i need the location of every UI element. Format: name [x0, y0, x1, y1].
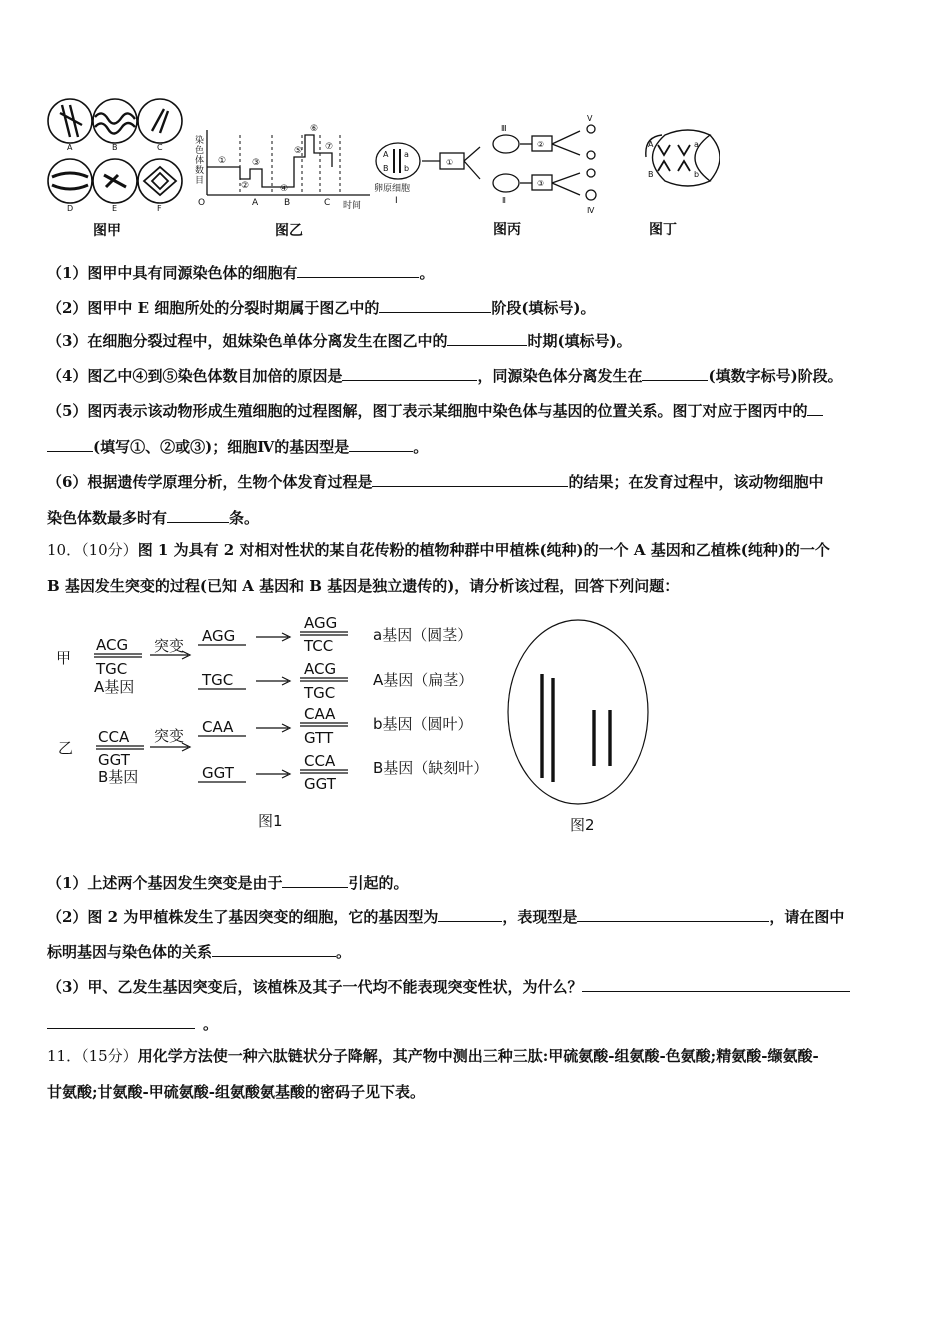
gene-label: A — [648, 140, 654, 149]
figure-yi — [207, 130, 370, 195]
question-text: 图 1 为具有 2 对相对性状的某自花传粉的植物种群中甲植株(纯种)的一个 A 基因和乙植株(纯种)的一个 — [137, 541, 830, 559]
question-text: （3）甲、乙发生基因突变后，该植株及其子一代均不能表现突变性状，为什么？ — [47, 978, 583, 996]
gene-seq: TCC — [304, 637, 334, 655]
cell-roman: Ⅲ — [501, 124, 507, 133]
gene-seq: GTT — [304, 729, 334, 747]
axis-label: 色 — [195, 146, 205, 156]
question-text: 条。 — [229, 509, 260, 527]
question-text: 时期(填标号)。 — [527, 332, 632, 350]
gene-name: B基因 — [98, 768, 139, 786]
answer-blank[interactable] — [47, 435, 93, 452]
x-axis-label: 时间 — [343, 201, 362, 211]
gene-label: B — [383, 164, 389, 173]
caption-yi: 图乙 — [275, 223, 303, 239]
question-text: 的结果；在发育过程中，该动物细胞中 — [568, 473, 824, 491]
q10-item-3 — [47, 975, 850, 997]
figure-caption: 图1 — [258, 812, 283, 830]
q9-item-5 — [47, 399, 823, 421]
question-text: （6）根据遗传学原理分析，生物个体发育过程是 — [47, 473, 373, 491]
cell-label: A — [67, 143, 73, 152]
question-text: （1）图甲中具有同源染色体的细胞有 — [47, 264, 298, 282]
step-label: ① — [446, 158, 454, 167]
caption-bing: 图丙 — [493, 222, 521, 238]
answer-blank[interactable] — [577, 905, 769, 922]
question-text: 。 — [419, 264, 435, 282]
q11-stem — [47, 1046, 819, 1066]
gene-seq: CCA — [304, 752, 336, 770]
cell-d — [48, 159, 92, 203]
q11-stem-cont — [47, 1082, 425, 1102]
q10-item-2 — [47, 905, 844, 927]
question-text: （5）图丙表示该动物形成生殖细胞的过程图解，图丁表示某细胞中染色体与基因的位置关系。图丁对应于图丙中的 — [47, 402, 808, 420]
question-text: ，请在图中 — [769, 908, 845, 926]
axis-label: 体 — [195, 156, 205, 166]
answer-blank[interactable] — [47, 1012, 195, 1029]
question-text: (填数字标号)阶段。 — [708, 367, 843, 385]
q10-item-3-cont — [47, 1012, 218, 1034]
cell-label: E — [112, 204, 118, 213]
step-label: ② — [537, 140, 545, 149]
question-text: 引起的。 — [348, 874, 409, 892]
x-tick: C — [324, 198, 331, 208]
stage-label: ⑦ — [325, 142, 334, 152]
answer-blank[interactable] — [642, 364, 708, 381]
q10-item-1 — [47, 871, 408, 893]
question-text: 染色体数最多时有 — [47, 509, 168, 527]
q9-item-1 — [47, 261, 434, 283]
answer-blank[interactable] — [297, 261, 419, 278]
plant-label: 甲 — [56, 649, 72, 667]
question-text: B 基因发生突变的过程(已知 A 基因和 B 基因是独立遗传的)，请分析该过程，回答下列问题： — [47, 577, 680, 595]
cell-label: F — [157, 204, 162, 213]
figure-1-and-2 — [50, 608, 690, 838]
q10-stem-cont — [47, 576, 679, 596]
q10-stem — [47, 540, 830, 560]
figure-caption: 图2 — [570, 816, 595, 834]
gene-result-label: a基因（圆茎） — [373, 626, 473, 644]
gene-seq: GGT — [202, 764, 234, 782]
answer-blank[interactable] — [342, 364, 477, 381]
q9-item-4 — [47, 364, 843, 386]
q10-item-2-cont — [47, 940, 351, 962]
question-text: 。 — [203, 1015, 219, 1033]
gene-seq: CAA — [304, 705, 336, 723]
gene-seq: GGT — [98, 751, 130, 769]
answer-blank[interactable] — [212, 940, 336, 957]
question-text: （1）上述两个基因发生突变是由于 — [47, 874, 283, 892]
question-text: 阶段(填标号)。 — [491, 299, 596, 317]
question-text: （2）图 2 为甲植株发生了基因突变的细胞，它的基因型为 — [47, 908, 439, 926]
gene-seq: TGC — [96, 660, 128, 678]
question-text: (填写①、②或③)；细胞Ⅳ的基因型是 — [93, 438, 350, 456]
question-text: 用化学方法使一种六肽链状分子降解，其产物中测出三种三肽:甲硫氨酸-组氨酸-色氨酸;精氨酸-缬氨酸- — [137, 1047, 819, 1065]
cell-label: D — [67, 204, 74, 213]
gene-result-label: B基因（缺刻叶） — [373, 759, 489, 777]
q9-item-3 — [47, 329, 632, 351]
gene-label: A — [383, 150, 389, 159]
question-text: 。 — [336, 943, 352, 961]
axis-label: 数 — [195, 166, 205, 176]
origin-label: O — [198, 198, 206, 208]
question-text: （2）图甲中 E 细胞所处的分裂时期属于图乙中的 — [47, 299, 380, 317]
answer-blank[interactable] — [379, 296, 491, 313]
gene-label: B — [648, 170, 654, 179]
answer-blank[interactable] — [438, 905, 502, 922]
gene-seq: ACG — [304, 660, 337, 678]
step-label: ③ — [537, 179, 545, 188]
stage-label: ⑥ — [310, 124, 319, 134]
gene-seq: CCA — [98, 728, 130, 746]
question-text: 。 — [413, 438, 429, 456]
gene-seq: TGC — [202, 671, 234, 689]
answer-blank[interactable] — [582, 975, 850, 992]
question-number: 10．（10分） — [47, 541, 138, 559]
gene-label: a — [694, 140, 699, 149]
gene-seq: AGG — [304, 614, 338, 632]
start-cell-roman: Ⅰ — [395, 196, 398, 206]
stage-label: ③ — [252, 158, 261, 168]
q9-item-2 — [47, 296, 596, 318]
start-cell-label: 卵原细胞 — [374, 184, 411, 194]
gene-seq: ACG — [96, 636, 129, 654]
stage-label: ② — [241, 181, 250, 191]
gene-seq: GGT — [304, 775, 336, 793]
cell-label: B — [112, 143, 118, 152]
answer-blank[interactable] — [167, 506, 229, 523]
mutation-label: 突变 — [154, 637, 185, 655]
x-tick: B — [284, 198, 291, 208]
cell-b — [93, 99, 137, 143]
axis-label: 染 — [195, 136, 205, 146]
stage-label: ① — [218, 156, 227, 166]
figure-row-top — [40, 95, 720, 245]
gene-seq: AGG — [202, 627, 236, 645]
axis-label: 目 — [195, 176, 205, 186]
question-text: 标明基因与染色体的关系 — [47, 943, 213, 961]
q9-item-6-cont — [47, 506, 259, 528]
x-tick: A — [252, 198, 259, 208]
answer-blank[interactable] — [807, 399, 823, 416]
question-text: ，表现型是 — [502, 908, 578, 926]
question-text: 甘氨酸;甘氨酸-甲硫氨酸-组氨酸氨基酸的密码子见下表。 — [47, 1083, 425, 1101]
cell-roman: Ⅳ — [587, 206, 595, 215]
answer-blank[interactable] — [282, 871, 348, 888]
caption-ding: 图丁 — [649, 222, 677, 238]
cell-roman: Ⅱ — [502, 196, 506, 205]
stage-label: ④ — [280, 184, 289, 194]
answer-blank[interactable] — [372, 470, 568, 487]
question-number: 11．（15分） — [47, 1047, 138, 1065]
gene-name: A基因 — [94, 678, 135, 696]
gene-label: b — [404, 164, 410, 173]
plant-label: 乙 — [58, 739, 74, 757]
question-text: （3）在细胞分裂过程中，姐妹染色单体分离发生在图乙中的 — [47, 332, 448, 350]
gene-result-label: b基因（圆叶） — [373, 715, 473, 733]
answer-blank[interactable] — [447, 329, 527, 346]
gene-result-label: A基因（扁茎） — [373, 671, 474, 689]
question-text: ，同源染色体分离发生在 — [477, 367, 643, 385]
caption-jia: 图甲 — [93, 223, 121, 239]
cell-c — [138, 99, 182, 143]
q9-item-6 — [47, 470, 823, 492]
question-text: （4）图乙中④到⑤染色体数目加倍的原因是 — [47, 367, 343, 385]
mutation-label: 突变 — [154, 727, 185, 745]
gene-label: a — [404, 150, 409, 159]
cell-roman: Ⅴ — [587, 114, 593, 123]
gene-seq: TGC — [304, 684, 336, 702]
gene-seq: CAA — [202, 718, 234, 736]
cell-label: C — [157, 143, 163, 152]
stage-label: ⑤ — [294, 146, 303, 156]
q9-item-5-cont — [47, 435, 428, 457]
gene-label: b — [694, 170, 700, 179]
figure-ding — [646, 130, 720, 186]
answer-blank[interactable] — [349, 435, 413, 452]
